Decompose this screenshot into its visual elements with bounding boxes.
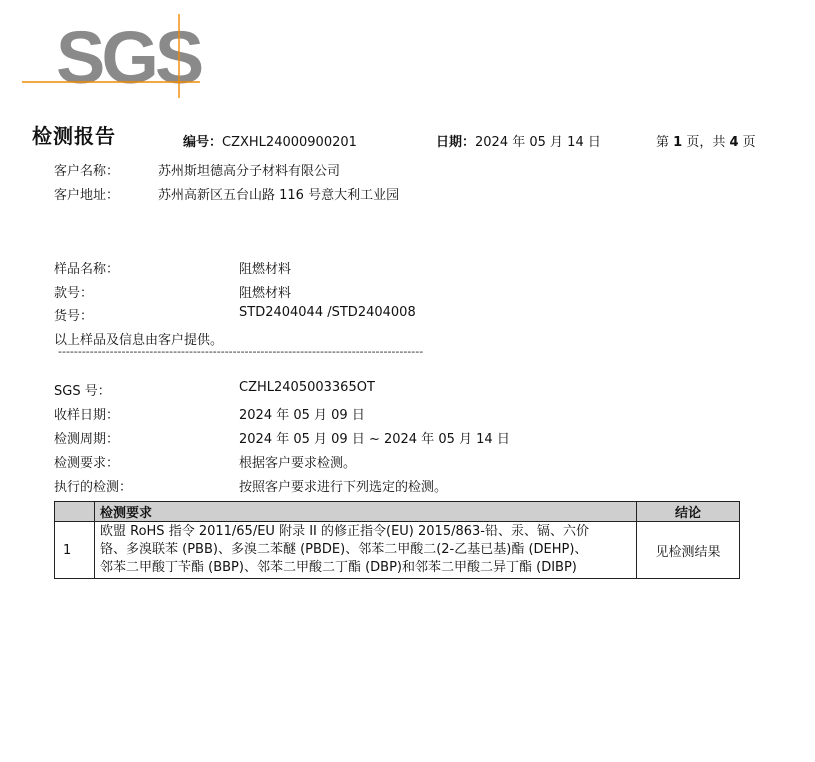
sample-note: 以上样品及信息由客户提供。 bbox=[54, 333, 224, 348]
requirement-line: 铬、多溴联苯 (PBB)、多溴二苯醚 (PBDE)、邻苯二甲酸二(2-乙基已基)酯 (DEHP)、 bbox=[100, 542, 588, 557]
table-header-row bbox=[55, 502, 740, 522]
test-requirement-label: 检测要求： bbox=[54, 456, 120, 471]
client-address-label: 客户地址： bbox=[54, 188, 120, 203]
item-number-value: STD2404044 /STD2404008 bbox=[239, 305, 416, 320]
requirement-line: 邻苯二甲酸丁苄酯 (BBP)、邻苯二甲酸二丁酯 (DBP)和邻苯二甲酸二异丁酯 (DIBP) bbox=[100, 560, 577, 575]
page-text: 页 bbox=[738, 135, 756, 150]
tests-performed-label: 执行的检测： bbox=[54, 480, 133, 495]
report-number-label: 编号： bbox=[183, 135, 223, 150]
table-row bbox=[55, 522, 740, 579]
report-number bbox=[183, 131, 357, 150]
report-title: 检测报告 bbox=[32, 124, 116, 148]
requirements-table bbox=[54, 501, 740, 579]
tests-performed-value: 按照客户要求进行下列选定的检测。 bbox=[239, 480, 448, 495]
page-text: 页，共 bbox=[682, 135, 730, 150]
row-number: 1 bbox=[55, 522, 95, 579]
page-current: 1 bbox=[673, 135, 683, 150]
client-name-label: 客户名称： bbox=[54, 164, 120, 179]
sample-name-value: 阻燃材料 bbox=[239, 262, 292, 277]
report-date bbox=[436, 131, 601, 150]
sample-name-label: 样品名称： bbox=[54, 262, 120, 277]
received-date-label: 收样日期： bbox=[54, 408, 120, 423]
item-number-label: 货号： bbox=[54, 309, 94, 324]
sgs-logo bbox=[22, 14, 212, 98]
sgs-number-value: CZHL2405003365OT bbox=[239, 380, 375, 395]
requirement-line: 欧盟 RoHS 指令 2011/65/EU 附录 II 的修正指令(EU) 2015/863-铅、汞、镉、六价 bbox=[100, 524, 589, 539]
page-indicator bbox=[656, 131, 756, 150]
style-number-value: 阻燃材料 bbox=[239, 286, 292, 301]
client-address-value: 苏州高新区五台山路 116 号意大利工业园 bbox=[158, 188, 400, 203]
page-total: 4 bbox=[729, 135, 739, 150]
report-number-value: CZXHL24000900201 bbox=[222, 135, 357, 150]
table-header-number bbox=[55, 502, 95, 522]
page-text: 第 bbox=[656, 135, 674, 150]
sgs-number-label: SGS 号： bbox=[54, 384, 111, 399]
row-conclusion: 见检测结果 bbox=[637, 522, 740, 579]
client-name-value: 苏州斯坦德高分子材料有限公司 bbox=[158, 164, 341, 179]
table-header-conclusion: 结论 bbox=[637, 502, 740, 522]
style-number-label: 款号： bbox=[54, 286, 94, 301]
row-requirement bbox=[95, 522, 637, 579]
test-period-label: 检测周期： bbox=[54, 432, 120, 447]
logo-text: SGS bbox=[56, 16, 201, 98]
received-date-value: 2024 年 05 月 09 日 bbox=[239, 408, 365, 423]
table-header-requirement: 检测要求 bbox=[95, 502, 637, 522]
divider: -------------------------------------------------------------------------------------------- bbox=[58, 345, 424, 358]
report-date-label: 日期： bbox=[436, 135, 476, 150]
test-requirement-value: 根据客户要求检测。 bbox=[239, 456, 357, 471]
test-period-value: 2024 年 05 月 09 日 ~ 2024 年 05 月 14 日 bbox=[239, 432, 510, 447]
report-date-value: 2024 年 05 月 14 日 bbox=[475, 135, 601, 150]
